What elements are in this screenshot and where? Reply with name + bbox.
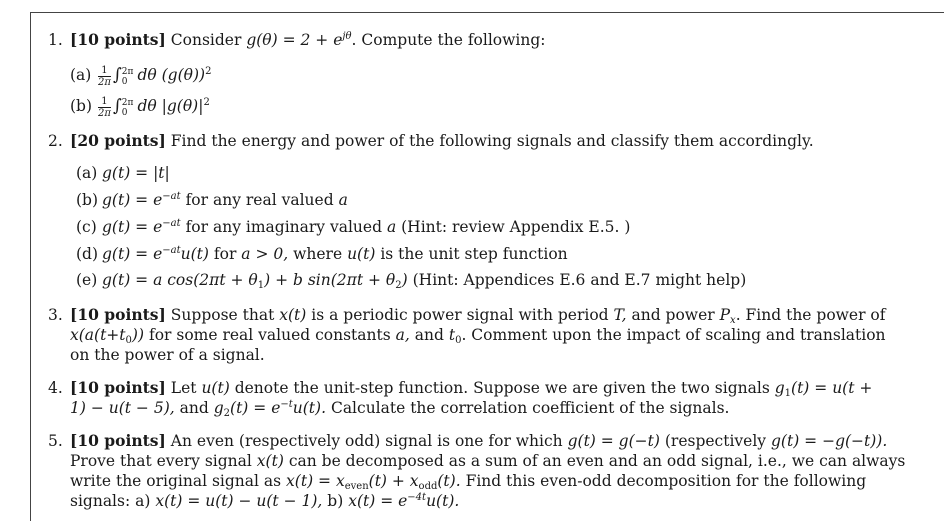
- q5-exp: −4t: [407, 492, 427, 503]
- q5-line-4: [70, 491, 459, 511]
- q2d-math4: u(t): [347, 245, 376, 263]
- q4-number: 4.: [48, 379, 63, 397]
- q5-points: [10 points]: [70, 431, 166, 450]
- q2a-line: [76, 163, 170, 183]
- q5-line-2: [70, 451, 905, 471]
- q1b-power: 2: [203, 97, 210, 108]
- q5-text: b): [327, 492, 344, 510]
- q3-math: P: [719, 306, 731, 324]
- q2d-line: [76, 244, 568, 264]
- integral-sign: ∫: [112, 96, 122, 116]
- q5-math: g(t) = g(−t): [567, 432, 660, 450]
- q1a-line: [70, 65, 211, 88]
- q3-text: on the power of a signal.: [70, 346, 265, 364]
- q2c-text: for any imaginary valued: [185, 218, 382, 236]
- q5-math: x(t): [256, 452, 284, 470]
- q2d-label: (d): [76, 245, 99, 263]
- q4-math: u(t): [201, 379, 230, 397]
- q2a-label: (a): [76, 164, 98, 182]
- q5-math: u(t).: [426, 492, 460, 510]
- q5-sub: odd: [418, 481, 438, 492]
- q1-line: [48, 30, 546, 50]
- q2e-math2: ) + b sin(2πt + θ: [264, 271, 396, 289]
- q3-line-3: [70, 345, 265, 365]
- q2-points: [20 points]: [70, 131, 166, 150]
- q2d-text1: for: [213, 245, 237, 263]
- q4-sub: 1: [784, 388, 792, 399]
- top-border-line: [30, 12, 944, 13]
- q3-text: and: [414, 326, 444, 344]
- q4-text: Calculate the correlation coefficient of the signals.: [330, 399, 730, 417]
- q2b-label: (b): [76, 191, 99, 209]
- q1b-label: (b): [70, 97, 93, 115]
- q4-math: g: [774, 379, 785, 397]
- q2d-exp: −at: [162, 245, 181, 256]
- q4-exp: −t: [280, 399, 293, 410]
- q5-math: (t).: [437, 472, 461, 490]
- q4-math: (t) = u(t +: [791, 379, 873, 397]
- q3-sub: x: [730, 315, 736, 326]
- q4-points: [10 points]: [70, 378, 166, 397]
- q2c-label: (c): [76, 218, 97, 236]
- q2a-math: g(t) = |t|: [102, 164, 170, 182]
- q5-line-1: [48, 431, 887, 451]
- integral-sign: ∫: [112, 65, 122, 85]
- q5-text: can be decomposed as a sum of an even and an odd signal, i.e., we can always: [288, 452, 906, 470]
- q2c-hint: (Hint: review Appendix E.5. ): [401, 218, 631, 236]
- q1a-fraction: $\frac{1}{2\pi}$: [98, 65, 111, 88]
- q1a-power: 2: [205, 66, 212, 77]
- q2c-var: a: [386, 218, 397, 236]
- q2c-exp: −at: [162, 218, 181, 229]
- q3-math: x(a(t+t: [70, 326, 126, 344]
- q5-math: x(t) = u(t) − u(t − 1),: [155, 492, 323, 510]
- q1a-limits: 2π 0: [121, 67, 134, 87]
- q4-line-1: [48, 378, 872, 398]
- q3-math: t: [448, 326, 456, 344]
- q5-math: (t) + x: [368, 472, 419, 490]
- q5-line-3: [70, 471, 866, 491]
- q2-number: 2.: [48, 132, 63, 150]
- q2e-math3: ): [401, 271, 408, 289]
- q5-text: Find this even-odd decomposition for the following: [465, 472, 867, 490]
- q3-sub: 0: [455, 335, 462, 346]
- q1-exp: jθ: [342, 31, 352, 42]
- q4-sub: 2: [223, 408, 231, 419]
- q5-text: write the original signal as: [70, 472, 282, 490]
- q2c-line: [76, 217, 630, 237]
- q1-points: [10 points]: [70, 30, 166, 49]
- q2b-math: g(t) = e: [102, 191, 163, 209]
- q3-number: 3.: [48, 306, 63, 324]
- q3-line-1: [48, 305, 886, 325]
- q2d-math: g(t) = e: [102, 245, 163, 263]
- q3-text: is a periodic power signal with period: [311, 306, 609, 324]
- q5-math: x(t) = x: [286, 472, 345, 490]
- q1b-line: [70, 96, 210, 119]
- q5-number: 5.: [48, 432, 63, 450]
- q1a-label: (a): [70, 66, 92, 84]
- q1b-fraction: $\frac{1}{2\pi}$: [98, 96, 111, 119]
- q2b-exp: −at: [162, 191, 181, 202]
- q3-text: . Find the power of: [735, 306, 886, 324]
- q2e-hint: (Hint: Appendices E.6 and E.7 might help): [412, 271, 747, 289]
- q3-text: . Comment upon the impact of scaling and translation: [461, 326, 886, 344]
- q1-lead: Consider: [170, 31, 242, 49]
- q2d-math3: a > 0,: [241, 245, 289, 263]
- q3-points: [10 points]: [70, 305, 166, 324]
- q2d-text2: where: [293, 245, 343, 263]
- q2e-sub2: 2: [395, 280, 402, 291]
- q1b-limits: 2π 0: [121, 98, 134, 118]
- q4-text: and: [179, 399, 209, 417]
- q5-sub: even: [344, 481, 369, 492]
- q3-text: Suppose that: [170, 306, 275, 324]
- q3-math: a,: [395, 326, 410, 344]
- q1b-body: dθ |g(θ)|: [137, 97, 204, 115]
- left-border-line: [30, 12, 31, 521]
- q3-text: for some real valued constants: [148, 326, 391, 344]
- q5-math: g(t) = −g(−t)).: [771, 432, 888, 450]
- q4-text: denote the unit-step function. Suppose we are given the two signals: [234, 379, 770, 397]
- q2b-var: a: [338, 191, 348, 209]
- q2c-math: g(t) = e: [102, 218, 163, 236]
- q5-math: x(t) = e: [348, 492, 408, 510]
- q2e-label: (e): [76, 271, 98, 289]
- q5-text: An even (respectively odd) signal is one for which: [170, 432, 563, 450]
- q3-text: and power: [631, 306, 715, 324]
- q3-line-2: [70, 325, 886, 345]
- q3-math: )): [131, 326, 145, 344]
- q2d-text3: is the unit step function: [380, 245, 568, 263]
- q4-math: g: [213, 399, 224, 417]
- q1-tail: . Compute the following:: [351, 31, 546, 49]
- q1a-body: dθ (g(θ)): [137, 66, 206, 84]
- q2b-text: for any real valued: [185, 191, 334, 209]
- q4-text: Let: [170, 379, 197, 397]
- q3-math: x(t): [279, 306, 307, 324]
- q2e-line: [76, 270, 746, 290]
- q4-math: (t) = e: [230, 399, 281, 417]
- q5-text: signals: a): [70, 492, 151, 510]
- q2e-sub1: 1: [257, 280, 265, 291]
- q2d-math2: u(t): [180, 245, 209, 263]
- q4-math: 1) − u(t − 5),: [70, 399, 175, 417]
- q3-math: T,: [613, 306, 627, 324]
- q1-number: 1.: [48, 31, 63, 49]
- q5-text: Prove that every signal: [70, 452, 252, 470]
- q2e-math: g(t) = a cos(2πt + θ: [102, 271, 258, 289]
- q2-line: [48, 131, 814, 151]
- q4-line-2: [70, 398, 729, 418]
- q4-math: u(t).: [292, 399, 327, 417]
- q3-sub: 0: [125, 335, 132, 346]
- q2-text: Find the energy and power of the following signals and classify them accordingly.: [170, 132, 814, 150]
- q2b-line: [76, 190, 348, 210]
- q5-text: (respectively: [664, 432, 767, 450]
- q1-func: g(θ) = 2 + e: [246, 31, 343, 49]
